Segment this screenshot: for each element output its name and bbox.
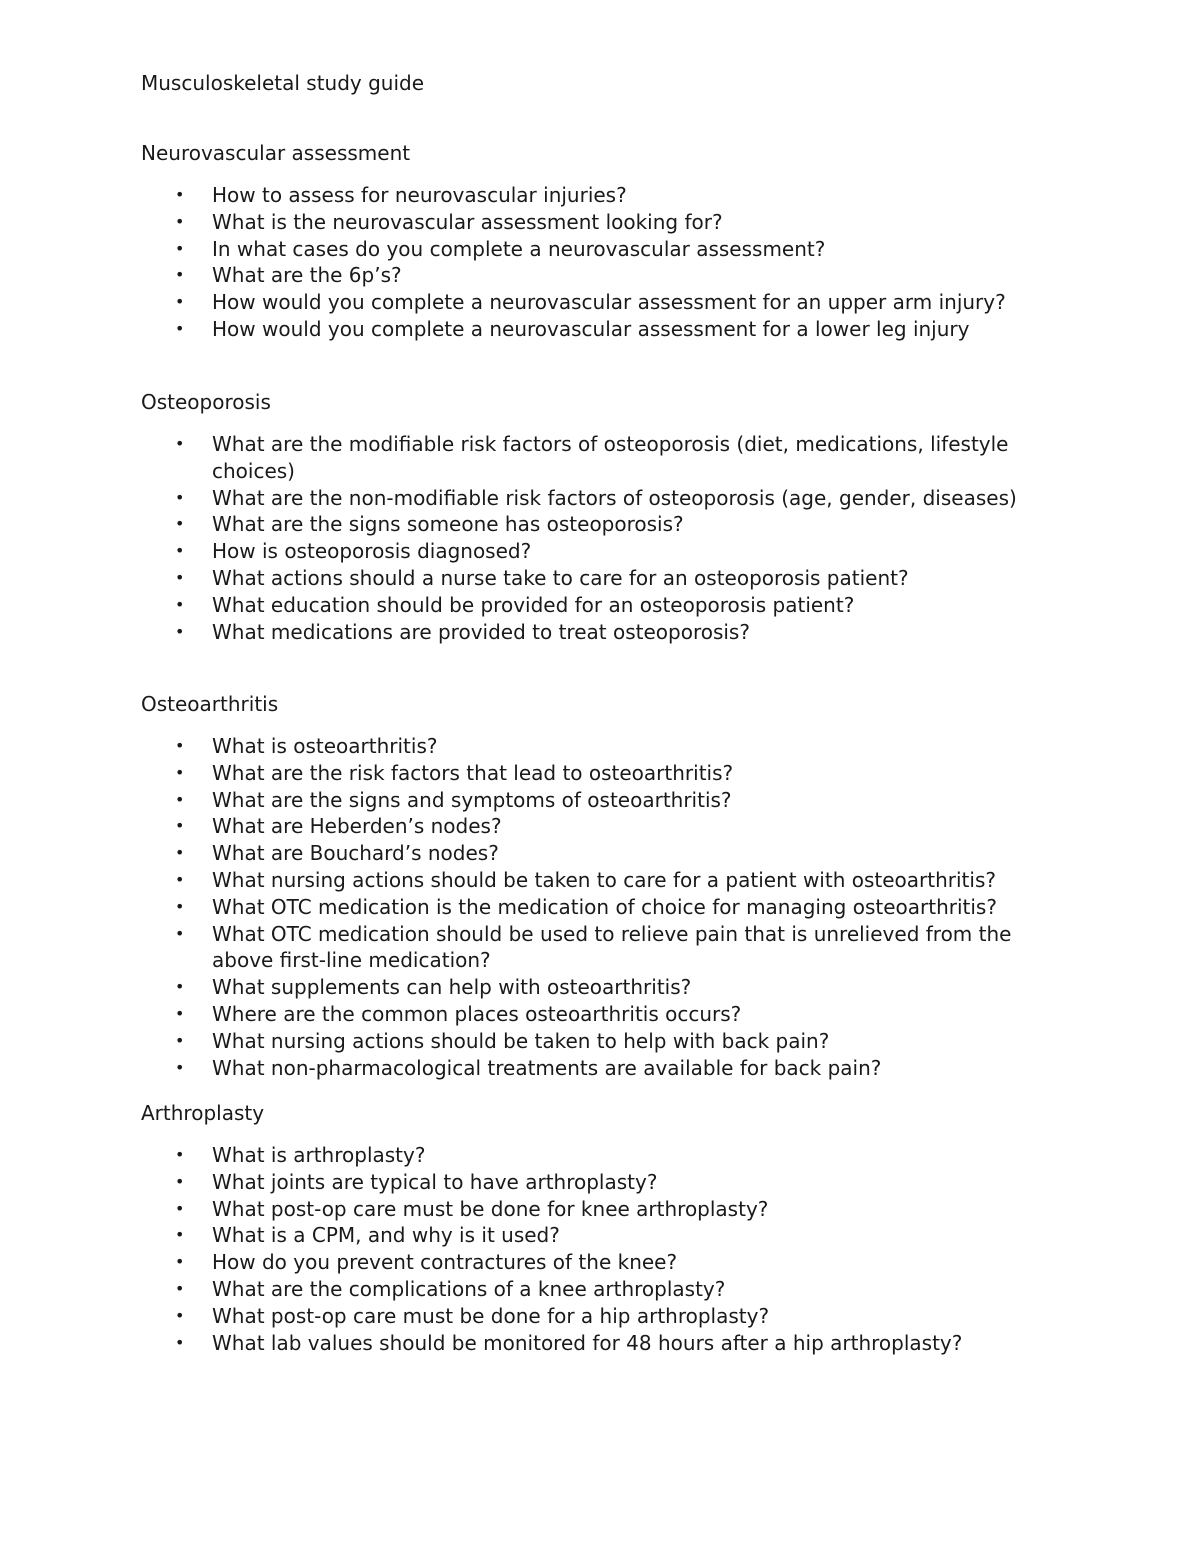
section-neurovascular-assessment bbox=[141, 140, 1081, 343]
question-text: How do you prevent contractures of the knee? bbox=[212, 1250, 678, 1275]
list-item bbox=[141, 1028, 1032, 1055]
bullet-icon: • bbox=[175, 514, 185, 534]
list-item bbox=[141, 431, 1032, 485]
bullet-icon: • bbox=[175, 318, 185, 338]
bullet-icon: • bbox=[175, 487, 185, 507]
list-item bbox=[141, 565, 1032, 592]
bullet-icon: • bbox=[175, 762, 185, 782]
question-text: What education should be provided for an osteoporosis patient? bbox=[212, 592, 855, 617]
list-item bbox=[141, 787, 1032, 814]
question-text: What is a CPM, and why is it used? bbox=[212, 1223, 560, 1248]
bullet-icon: • bbox=[175, 1225, 185, 1245]
list-item bbox=[141, 894, 1032, 921]
list-item bbox=[141, 1330, 1032, 1357]
question-text: What OTC medication should be used to relieve pain that is unrelieved from the above first-line medication? bbox=[212, 921, 1012, 973]
section-heading: Arthroplasty bbox=[141, 1101, 265, 1125]
question-text: How would you complete a neurovascular assessment for a lower leg injury bbox=[212, 316, 970, 341]
question-text: What are the 6p’s? bbox=[212, 263, 402, 288]
bullet-icon: • bbox=[175, 736, 185, 755]
list-item bbox=[141, 511, 1032, 538]
question-list bbox=[141, 182, 1081, 343]
list-item bbox=[141, 921, 1032, 975]
bullet-icon: • bbox=[175, 1252, 185, 1272]
section-heading: Osteoarthritis bbox=[141, 692, 279, 716]
question-text: How would you complete a neurovascular assessment for an upper arm injury? bbox=[212, 290, 1006, 315]
question-list bbox=[141, 431, 1081, 645]
bullet-icon: • bbox=[175, 1171, 185, 1191]
section-osteoporosis bbox=[141, 389, 1081, 645]
question-list bbox=[141, 733, 1081, 1081]
bullet-icon: • bbox=[175, 1030, 185, 1050]
list-item bbox=[141, 236, 1032, 263]
question-text: What post-op care must be done for knee arthroplasty? bbox=[212, 1196, 769, 1221]
list-item bbox=[141, 316, 1032, 343]
bullet-icon: • bbox=[175, 789, 185, 809]
question-text: What are the complications of a knee arthroplasty? bbox=[212, 1276, 726, 1301]
bullet-icon: • bbox=[175, 211, 185, 231]
list-item bbox=[141, 1001, 1032, 1028]
question-text: What lab values should be monitored for 48 hours after a hip arthroplasty? bbox=[212, 1330, 963, 1355]
list-item bbox=[141, 209, 1032, 236]
question-text: Where are the common places osteoarthritis occurs? bbox=[212, 1001, 742, 1026]
bullet-icon: • bbox=[175, 816, 185, 836]
bullet-icon: • bbox=[175, 923, 185, 943]
question-text: What are the risk factors that lead to osteoarthritis? bbox=[212, 760, 734, 785]
list-item bbox=[141, 262, 1032, 289]
list-item bbox=[141, 1196, 1032, 1223]
bullet-icon: • bbox=[175, 621, 185, 641]
question-text: What medications are provided to treat osteoporosis? bbox=[212, 619, 750, 644]
list-item bbox=[141, 1169, 1032, 1196]
bullet-icon: • bbox=[175, 594, 185, 614]
list-item bbox=[141, 182, 1032, 209]
question-text: What are the modifiable risk factors of osteoporosis (diet, medications, lifestyle choices) bbox=[212, 432, 1009, 483]
question-list bbox=[141, 1142, 1081, 1356]
question-text: What actions should a nurse take to care for an osteoporosis patient? bbox=[212, 565, 909, 590]
section-arthroplasty bbox=[141, 1100, 1081, 1356]
question-text: What non-pharmacological treatments are available for back pain? bbox=[212, 1055, 882, 1080]
question-text: What are Bouchard’s nodes? bbox=[212, 841, 499, 866]
bullet-icon: • bbox=[175, 1332, 185, 1352]
question-text: What is arthroplasty? bbox=[212, 1143, 426, 1167]
list-item bbox=[141, 1055, 1032, 1082]
bullet-icon: • bbox=[175, 843, 185, 863]
section-heading: Neurovascular assessment bbox=[141, 141, 411, 165]
question-text: What is the neurovascular assessment looking for? bbox=[212, 209, 723, 234]
question-text: What post-op care must be done for a hip arthroplasty? bbox=[212, 1303, 770, 1328]
question-text: What are the signs someone has osteoporosis? bbox=[212, 512, 684, 537]
bullet-icon: • bbox=[175, 567, 185, 587]
list-item bbox=[141, 1276, 1032, 1303]
document-title: Musculoskeletal study guide bbox=[141, 71, 425, 95]
bullet-icon: • bbox=[175, 1145, 185, 1164]
question-text: What joints are typical to have arthroplasty? bbox=[212, 1169, 658, 1194]
question-text: What nursing actions should be taken to care for a patient with osteoarthritis? bbox=[212, 867, 996, 892]
list-item bbox=[141, 760, 1032, 787]
question-text: What are the signs and symptoms of osteoarthritis? bbox=[212, 787, 732, 812]
question-text: How to assess for neurovascular injuries? bbox=[212, 183, 627, 207]
question-text: What OTC medication is the medication of choice for managing osteoarthritis? bbox=[212, 894, 997, 919]
section-heading: Osteoporosis bbox=[141, 390, 271, 414]
bullet-icon: • bbox=[175, 1003, 185, 1023]
list-item bbox=[141, 1222, 1032, 1249]
question-text: What is osteoarthritis? bbox=[212, 734, 438, 758]
question-text: What nursing actions should be taken to help with back pain? bbox=[212, 1028, 830, 1053]
bullet-icon: • bbox=[175, 1278, 185, 1298]
list-item bbox=[141, 974, 1032, 1001]
list-item bbox=[141, 840, 1032, 867]
bullet-icon: • bbox=[175, 977, 185, 997]
list-item bbox=[141, 289, 1032, 316]
question-text: What are the non-modifiable risk factors of osteoporosis (age, gender, diseases) bbox=[212, 485, 1017, 510]
list-item bbox=[141, 813, 1032, 840]
bullet-icon: • bbox=[175, 541, 185, 561]
bullet-icon: • bbox=[175, 869, 185, 889]
bullet-icon: • bbox=[175, 265, 185, 285]
list-item bbox=[141, 1142, 1032, 1169]
list-item bbox=[141, 1303, 1032, 1330]
list-item bbox=[141, 867, 1032, 894]
list-item bbox=[141, 733, 1032, 760]
question-text: How is osteoporosis diagnosed? bbox=[212, 539, 532, 564]
bullet-icon: • bbox=[175, 1198, 185, 1218]
list-item bbox=[141, 1249, 1032, 1276]
question-text: What are Heberden’s nodes? bbox=[212, 814, 502, 839]
bullet-icon: • bbox=[175, 1305, 185, 1325]
bullet-icon: • bbox=[175, 238, 185, 258]
bullet-icon: • bbox=[175, 896, 185, 916]
list-item bbox=[141, 538, 1032, 565]
bullet-icon: • bbox=[175, 434, 185, 453]
list-item bbox=[141, 592, 1032, 619]
question-text: In what cases do you complete a neurovascular assessment? bbox=[212, 236, 826, 261]
bullet-icon: • bbox=[175, 292, 185, 312]
question-text: What supplements can help with osteoarthritis? bbox=[212, 975, 692, 1000]
bullet-icon: • bbox=[175, 185, 185, 204]
list-item bbox=[141, 485, 1032, 512]
section-osteoarthritis bbox=[141, 691, 1081, 1081]
list-item bbox=[141, 619, 1032, 646]
bullet-icon: • bbox=[175, 1057, 185, 1077]
